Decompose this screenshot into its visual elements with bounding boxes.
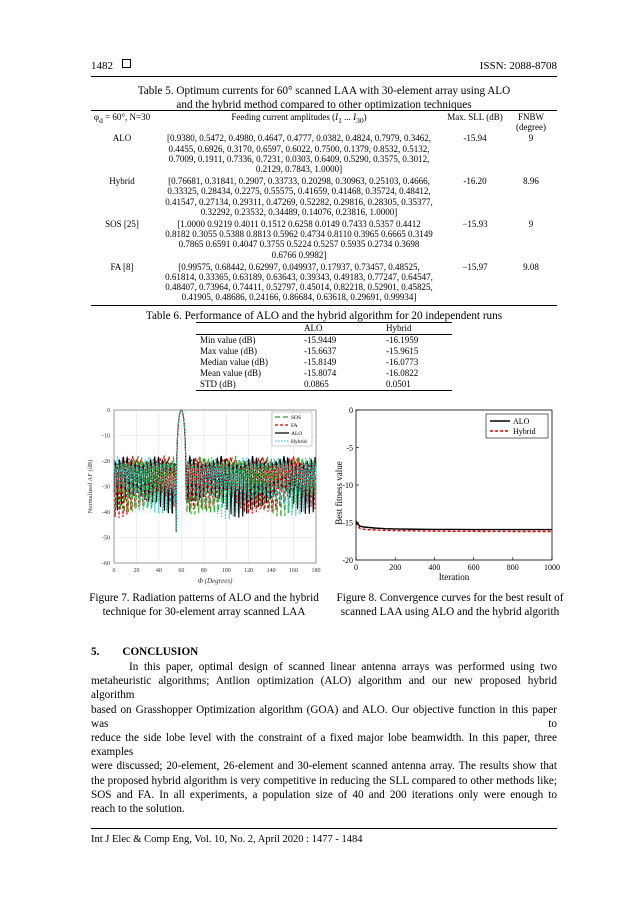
y-tick-label: -20 xyxy=(342,556,353,565)
table5-currents xyxy=(153,176,445,219)
table5-row xyxy=(91,176,557,219)
y-tick-label: -30 xyxy=(102,484,110,491)
legend-label: Hybrid xyxy=(513,427,536,436)
conclusion-line: the proposed hybrid algorithm is very competitive in reducing the SLL compared to other methods like; xyxy=(91,774,557,787)
legend xyxy=(272,412,312,446)
conclusion-line: In this paper, optimal design of scanned linear antenna arrays was performed using two xyxy=(129,661,557,673)
table5-currents-line: 0.61814, 0.33365, 0.63189, 0.63643, 0.39343, 0.49183, 0.77247, 0.64547, xyxy=(165,272,433,283)
table5-currents-line: 0.33325, 0.28434, 0.2275, 0.55575, 0.41659, 0.41468, 0.35724, 0.48412, xyxy=(167,186,431,197)
header-rule xyxy=(91,76,557,77)
table6-cell-alo: 0.0865 xyxy=(304,379,329,389)
table5-currents-line: 0.4455, 0.6926, 0.3170, 0.6597, 0.6022, 0.7500, 0.1379, 0.8532, 0.5132, xyxy=(168,143,430,154)
y-tick-label: -10 xyxy=(102,433,110,440)
x-tick-label: 40 xyxy=(155,568,162,574)
table5-currents-line: 0.41547, 0.27134, 0.29311, 0.47269, 0.52282, 0.29816, 0.28305, 0.35377, xyxy=(165,196,433,207)
legend-label: SOS xyxy=(291,415,302,421)
table5-method: ALO xyxy=(112,133,132,144)
table6-cell-hybrid: -16.0773 xyxy=(386,357,419,367)
x-tick-label: 20 xyxy=(133,568,140,574)
x-tick-label: 180 xyxy=(311,568,321,574)
y-tick-label: -40 xyxy=(102,510,110,516)
table5-header-cell: $\varphi_d = 60^\circ$, N=30 xyxy=(93,112,151,125)
y-tick-label: -20 xyxy=(102,459,110,465)
x-tick-label: 600 xyxy=(467,563,480,572)
table6-cell-hybrid: -16.1959 xyxy=(386,335,419,345)
table5-currents-line: 0.2129, 0.7843, 1.0000] xyxy=(255,164,343,175)
table5-row xyxy=(91,219,557,262)
conclusion-line: SOS and FA. In all experiments, a population size of 40 and 200 iterations only were enough to xyxy=(91,788,557,801)
table5-fnbw: 9.08 xyxy=(523,261,539,272)
table5-fnbw: 9 xyxy=(528,133,534,144)
x-tick-label: 1000 xyxy=(544,563,560,572)
x-axis-label: Φ (Degrees) xyxy=(197,577,233,585)
table5-currents-line: 0.41905, 0.48686, 0.24166, 0.86684, 0.63618, 0.29691, 0.99934] xyxy=(181,292,417,303)
table5-header-cell: FNBW (degree) xyxy=(516,112,546,133)
table6-row xyxy=(196,357,452,368)
header-square-icon xyxy=(122,59,131,68)
table6-header-cell: ALO xyxy=(304,323,323,333)
x-tick-label: 160 xyxy=(289,568,299,574)
figure7-caption: Figure 7. Radiation patterns of ALO and the hybrid technique for 30-element array scanned LAA xyxy=(89,592,319,618)
series-line-alo xyxy=(356,521,552,530)
table6-header-cell: Hybrid xyxy=(386,323,412,333)
table5-sll: −15.93 xyxy=(462,219,488,230)
footer-citation: Int J Elec & Comp Eng, Vol. 10, No. 2, April 2020 : 1477 - 1484 xyxy=(91,834,363,845)
conclusion-line: based on Grasshopper Optimization algorithm (GOA) and ALO. Our objective function in this paper was to xyxy=(91,703,557,730)
table6-row xyxy=(196,335,452,346)
x-tick-label: 140 xyxy=(266,568,276,574)
legend-label: FA xyxy=(291,423,298,429)
table6-cell-label: Median value (dB) xyxy=(200,357,268,367)
table5-method: SOS [25] xyxy=(105,219,139,230)
conclusion-line: reduce the side lobe level with the constraint of a fixed major lobe beamwidth. In this paper, three examples xyxy=(91,732,557,759)
x-tick-label: 60 xyxy=(178,568,185,574)
table6-cell-alo: -15.8149 xyxy=(304,357,337,367)
conclusion-line: reach to the solution. xyxy=(91,803,185,816)
y-tick-label: -60 xyxy=(102,561,110,567)
conclusion-line: were discussed; 20-element, 26-element and 30-element scanned antenna array. The results show that xyxy=(91,760,557,773)
x-tick-label: 800 xyxy=(506,563,519,572)
table6-caption: Table 6. Performance of ALO and the hybrid algorithm for 20 independent runs xyxy=(145,310,503,322)
table6-cell-label: Max value (dB) xyxy=(200,346,257,356)
table5 xyxy=(91,110,557,306)
figure8-convergence-chart xyxy=(336,400,568,588)
table6-cell-alo: -15.8074 xyxy=(304,368,337,378)
table6-cell-alo: -15.6637 xyxy=(304,346,337,356)
table5-sll: -15.94 xyxy=(463,133,487,144)
table6-cell-alo: -15.9449 xyxy=(304,335,337,345)
table5-currents-line: 0.7865 0.6591 0.4047 0.3755 0.5224 0.5257 0.5935 0.2734 0.3698 xyxy=(178,239,420,250)
table6-row xyxy=(196,368,452,379)
table5-currents-line: 0.6766 0.9982] xyxy=(271,249,327,260)
table5-header-cell: Max. SLL (dB) xyxy=(447,112,503,122)
x-tick-label: 120 xyxy=(244,568,254,574)
y-tick-label: 0 xyxy=(349,406,353,415)
table6 xyxy=(196,322,452,391)
table5-sll: −15.97 xyxy=(462,261,488,272)
table5-currents xyxy=(153,133,445,176)
table5-currents-line: [1.0000 0.9219 0.4011 0.1512 0.6258 0.0149 0.7433 0.5357 0.4412 xyxy=(177,219,421,230)
table5-method: FA [8] xyxy=(110,261,134,272)
figure7-radiation-pattern-chart xyxy=(84,400,324,588)
table6-cell-hybrid: 0.0501 xyxy=(386,379,411,389)
table5-row xyxy=(91,262,557,305)
x-axis-label: Iteration xyxy=(438,572,470,582)
table5-caption: Table 5. Optimum currents for 60° scanned LAA with 30-element array using ALO and the hybrid method compared to other optimization techniques xyxy=(137,85,511,111)
table6-cell-label: Mean value (dB) xyxy=(200,368,261,378)
table5-currents-line: 0.8182 0.3055 0.5388 0.8813 0.5962 0.4734 0.8110 0.3965 0.6665 0.3149 xyxy=(165,229,433,240)
table5-currents-line: 0.48407, 0.73964, 0.74411, 0.52797, 0.45014, 0.82218, 0.52901, 0.45825, xyxy=(165,282,433,293)
y-tick-label: -5 xyxy=(346,443,353,453)
x-tick-label: 0 xyxy=(354,563,358,572)
table5-sll: -16.20 xyxy=(463,176,487,187)
table5-currents xyxy=(153,262,445,305)
issn: ISSN: 2088-8708 xyxy=(479,60,557,72)
table5-fnbw: 8.96 xyxy=(523,176,539,187)
y-axis-label: Normalized AF (dB) xyxy=(87,459,94,514)
table6-cell-hybrid: -16.0822 xyxy=(386,368,419,378)
table6-cell-hybrid: -15.9615 xyxy=(386,346,419,356)
legend-label: ALO xyxy=(513,417,530,426)
page-number: 1482 xyxy=(91,60,113,72)
table6-row xyxy=(196,379,452,390)
table5-fnbw: 9 xyxy=(528,219,534,230)
conclusion-paragraph xyxy=(91,660,557,816)
table5-currents xyxy=(153,219,445,262)
conclusion-line: metaheuristic algorithms; Antlion optimization (ALO) algorithm and our new proposed hybrid algorithm xyxy=(91,675,557,702)
legend xyxy=(486,414,548,438)
table5-header-cell: Feeding current amplitudes ($I_1$ ... $I_{30}$) xyxy=(231,112,367,125)
x-tick-label: 400 xyxy=(428,563,441,572)
table6-cell-label: STD (dB) xyxy=(200,379,236,389)
y-axis-label: Best fitness value xyxy=(334,461,344,525)
table5-currents-line: 0.7009, 0.1911, 0.7336, 0.7231, 0.0303, 0.6409, 0.5290, 0.3575, 0.3012, xyxy=(168,153,430,164)
y-tick-label: -15 xyxy=(342,518,353,528)
x-tick-label: 200 xyxy=(389,563,402,572)
table5-currents-line: [0.9380, 0.5472, 0.4980, 0.4647, 0.4777, 0.0382, 0.4824, 0.7979, 0.3462, xyxy=(167,133,431,144)
table6-header-cell xyxy=(196,323,300,334)
section-heading: 5. CONCLUSION xyxy=(91,646,199,658)
x-tick-label: 80 xyxy=(200,568,207,574)
x-tick-label: 100 xyxy=(221,568,231,574)
y-tick-label: -10 xyxy=(342,481,353,490)
table5-row xyxy=(91,133,557,176)
legend-label: Hybrid xyxy=(291,439,307,445)
figure8-caption: Figure 8. Convergence curves for the best result of scanned LAA using ALO and the hybrid algorith xyxy=(336,592,564,618)
table5-currents-line: 0.32292, 0.23532, 0.34489, 0.14076, 0.23816, 1.0000] xyxy=(200,206,398,217)
y-tick-label: -50 xyxy=(102,535,110,542)
table6-row xyxy=(196,346,452,357)
table5-currents-line: [0.76681, 0.31841, 0.2907, 0.33733, 0.20298, 0.30963, 0.25103, 0.4666, xyxy=(168,176,430,187)
y-tick-label: 0 xyxy=(107,408,110,414)
table6-cell-label: Min value (dB) xyxy=(200,335,256,345)
table5-method: Hybrid xyxy=(109,176,135,187)
footer-rule xyxy=(91,828,557,829)
legend-label: ALO xyxy=(291,431,303,437)
x-tick-label: 0 xyxy=(112,568,116,574)
table5-currents-line: [0.99575, 0.68442, 0.62997, 0.049937, 0.17937, 0.73457, 0.48525, xyxy=(178,261,420,272)
